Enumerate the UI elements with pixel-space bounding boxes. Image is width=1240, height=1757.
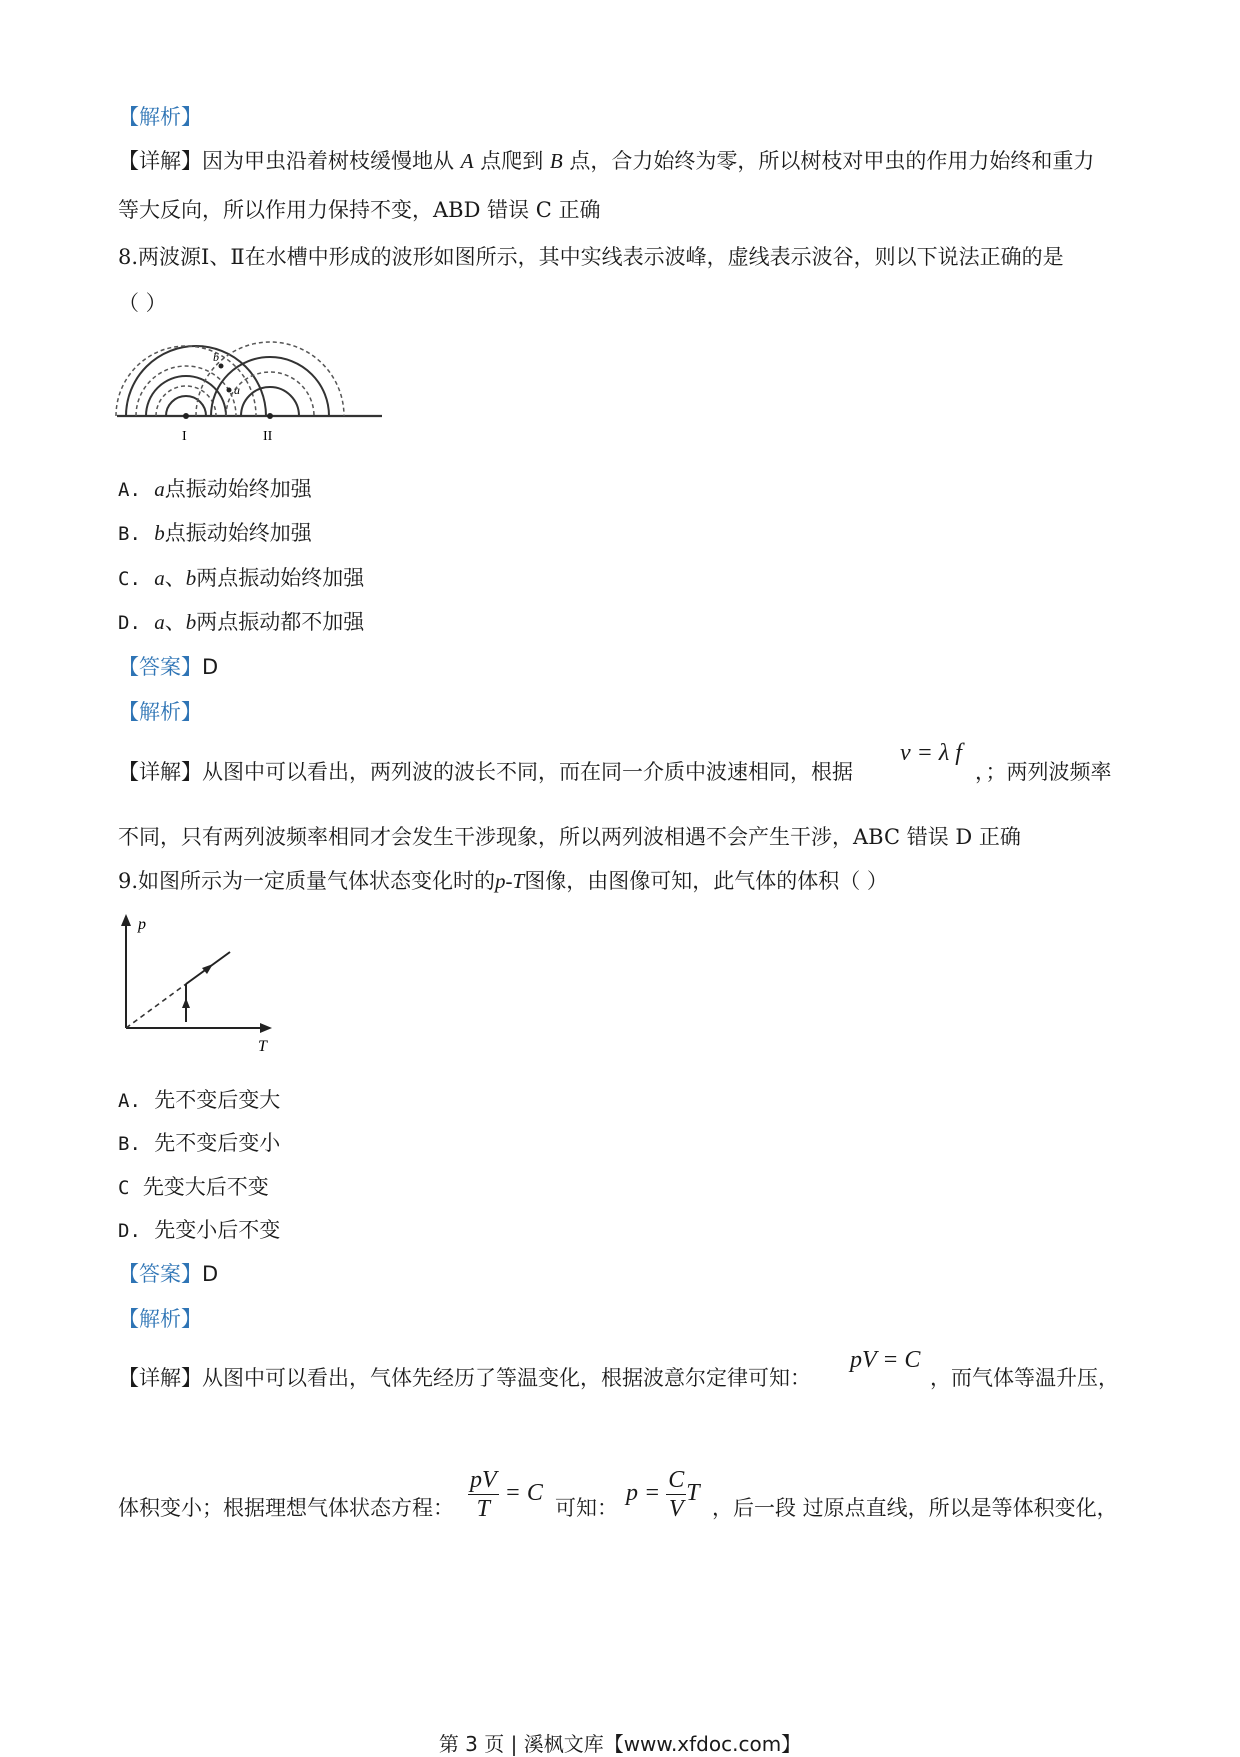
question-9-option-a: A. 先不变后变大 xyxy=(118,1088,281,1112)
question-8-detail-line2: 不同，只有两列波频率相同才会发生干涉现象，所以两列波相遇不会产生干涉，ABC 错误 D 正确 xyxy=(118,825,1021,849)
question-9-analysis-tag: 【解析】 xyxy=(118,1307,202,1331)
y-axis-label: p xyxy=(138,916,146,933)
question-9-detail-line1-tail: ，而气体等温升压， xyxy=(930,1366,1119,1390)
wave-speed-formula: v = λ f xyxy=(900,740,962,766)
page-footer: 第 3 页 | 溪枫文库【www.xfdoc.com】 xyxy=(438,1732,802,1756)
boyle-law-formula: pV = C xyxy=(850,1347,921,1373)
question-9-detail-line2-c: ，后一段 过原点直线，所以是等体积变化， xyxy=(712,1496,1118,1520)
question-8-option-a: A. a点振动始终加强 xyxy=(118,477,312,501)
question-8-answer: 【答案】D xyxy=(118,655,219,679)
x-axis-label: T xyxy=(258,1038,267,1055)
question-9-detail-line2-b: 可知： xyxy=(555,1496,618,1520)
question-9-answer: 【答案】D xyxy=(118,1262,219,1286)
question-9-detail-line2-a: 体积变小；根据理想气体状态方程： xyxy=(118,1496,454,1520)
question-8-analysis-tag: 【解析】 xyxy=(118,700,202,724)
question-8-option-b: B. b点振动始终加强 xyxy=(118,521,312,545)
analysis-tag: 【解析】 xyxy=(118,105,202,129)
detail-tag: 【详解】 xyxy=(118,149,202,173)
wave-interference-figure xyxy=(112,320,392,445)
question-8-detail-line1: 【详解】从图中可以看出，两列波的波长不同，而在同一介质中波速相同，根据 xyxy=(118,760,853,784)
question-9-option-b: B. 先不变后变小 xyxy=(118,1131,281,1155)
ideal-gas-formula: $\frac{pV}{T}$ = C xyxy=(470,1467,543,1522)
question-9-stem: 9.如图所示为一定质量气体状态变化时的p-T图像，由图像可知，此气体的体积（ ） xyxy=(118,869,888,893)
question-8-option-c: C. a、b两点振动始终加强 xyxy=(118,566,365,590)
point-a-label: a xyxy=(234,383,240,397)
question-8-option-d: D. a、b两点振动都不加强 xyxy=(118,610,365,634)
question-8-blank: （ ） xyxy=(118,291,167,315)
question-8-stem: 8.两波源Ⅰ、Ⅱ在水槽中形成的波形如图所示，其中实线表示波峰，虚线表示波谷，则以下说法正确的是 xyxy=(118,245,1064,269)
question-8-detail-line1-tail: ，；两列波频率 xyxy=(975,760,1112,784)
question-9-detail-line1: 【详解】从图中可以看出，气体先经历了等温变化，根据波意尔定律可知： xyxy=(118,1366,811,1390)
p-t-graph-figure xyxy=(112,910,282,1060)
detail-paragraph-q7-line1: 【详解】因为甲虫沿着树枝缓慢地从 A 点爬到 B 点，合力始终为零，所以树枝对甲虫的作用力始终和重力 xyxy=(118,149,1095,173)
point-b-label: b xyxy=(213,350,219,364)
source-1-label: I xyxy=(182,429,187,444)
question-9-option-d: D. 先变小后不变 xyxy=(118,1218,281,1242)
detail-paragraph-q7-line2: 等大反向，所以作用力保持不变，ABD 错误 C 正确 xyxy=(118,198,601,222)
pressure-formula: p = $\frac{C}{V}$ T xyxy=(626,1467,700,1522)
question-9-option-c: C 先变大后不变 xyxy=(118,1175,269,1199)
source-2-label: II xyxy=(263,429,273,444)
